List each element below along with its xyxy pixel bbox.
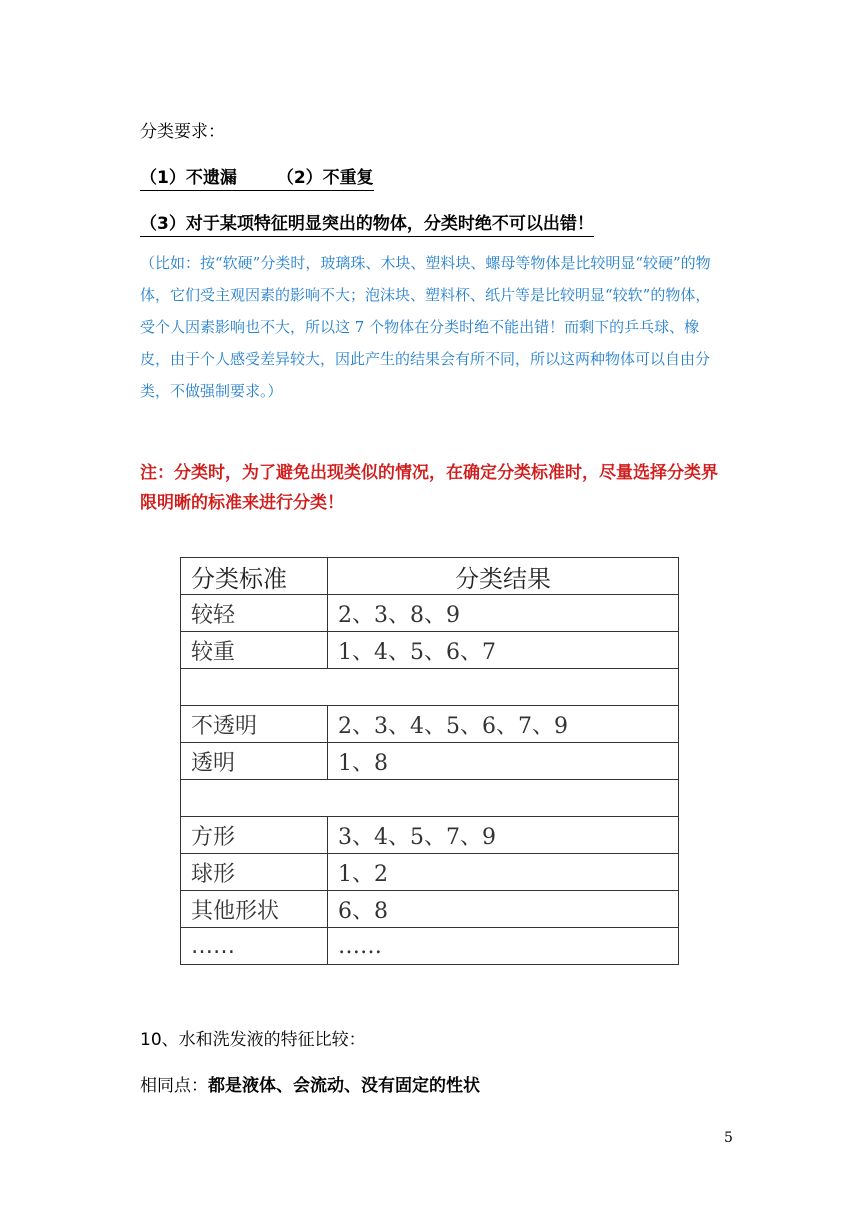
row-result: 2、3、8、9	[328, 595, 679, 632]
row-standard: 较轻	[181, 595, 328, 632]
classification-table	[180, 557, 679, 965]
requirement-1: （1）不遗漏	[140, 168, 237, 188]
row-result: 1、2	[328, 854, 679, 891]
table-row-blank	[181, 669, 679, 706]
classification-table-image	[180, 557, 679, 965]
table-row	[181, 743, 679, 780]
table-row	[181, 928, 679, 965]
similarity-line	[140, 1071, 480, 1096]
similarity-value: 都是液体、会流动、没有固定的性状	[208, 1076, 480, 1096]
row-result: 1、4、5、6、7	[328, 632, 679, 669]
row-result: 6、8	[328, 891, 679, 928]
page-number: 5	[724, 1130, 733, 1146]
note-paragraph: 注：分类时，为了避免出现类似的情况，在确定分类标准时，尽量选择分类界限明晰的标准来进行分类！	[140, 463, 718, 513]
blank-row	[181, 780, 679, 817]
blank-row	[181, 669, 679, 706]
header-standard: 分类标准	[181, 558, 328, 595]
row-result: 2、3、4、5、6、7、9	[328, 706, 679, 743]
section-heading: 分类要求：	[140, 122, 225, 142]
table-row	[181, 706, 679, 743]
table-row	[181, 595, 679, 632]
table-row	[181, 632, 679, 669]
requirement-3: （3）对于某项特征明显突出的物体，分类时绝不可以出错！	[140, 209, 594, 237]
table-row-blank	[181, 780, 679, 817]
row-standard: 较重	[181, 632, 328, 669]
row-result: ……	[328, 928, 679, 965]
question-10-heading: 10、水和洗发液的特征比较：	[140, 1030, 366, 1050]
row-standard: 球形	[181, 854, 328, 891]
table-row	[181, 891, 679, 928]
requirement-2: （2）不重复	[276, 168, 374, 188]
requirement-line-1	[140, 163, 374, 191]
table-row	[181, 817, 679, 854]
row-standard: 方形	[181, 817, 328, 854]
row-standard: 不透明	[181, 706, 328, 743]
row-standard: 透明	[181, 743, 328, 780]
example-paragraph: （比如：按“软硬”分类时，玻璃珠、木块、塑料块、螺母等物体是比较明显“较硬”的物体，它们受主观因素的影响不大；泡沫块、塑料杯、纸片等是比较明显“较软”的物体，受个人因素影响也不大，所以这 7 个物体在分类时绝不能出错！而剩下的乒乓球、橡皮，由于个人感受差异较大，因此产生的结果会有所不同，所以这两种物体可以自由分类，不做强制要求。）	[140, 254, 711, 400]
similarity-label: 相同点：	[140, 1076, 208, 1096]
table-header-row	[181, 558, 679, 595]
row-result: 3、4、5、7、9	[328, 817, 679, 854]
header-result: 分类结果	[328, 558, 679, 595]
table-row	[181, 854, 679, 891]
row-standard: ……	[181, 928, 328, 965]
row-standard: 其他形状	[181, 891, 328, 928]
row-result: 1、8	[328, 743, 679, 780]
